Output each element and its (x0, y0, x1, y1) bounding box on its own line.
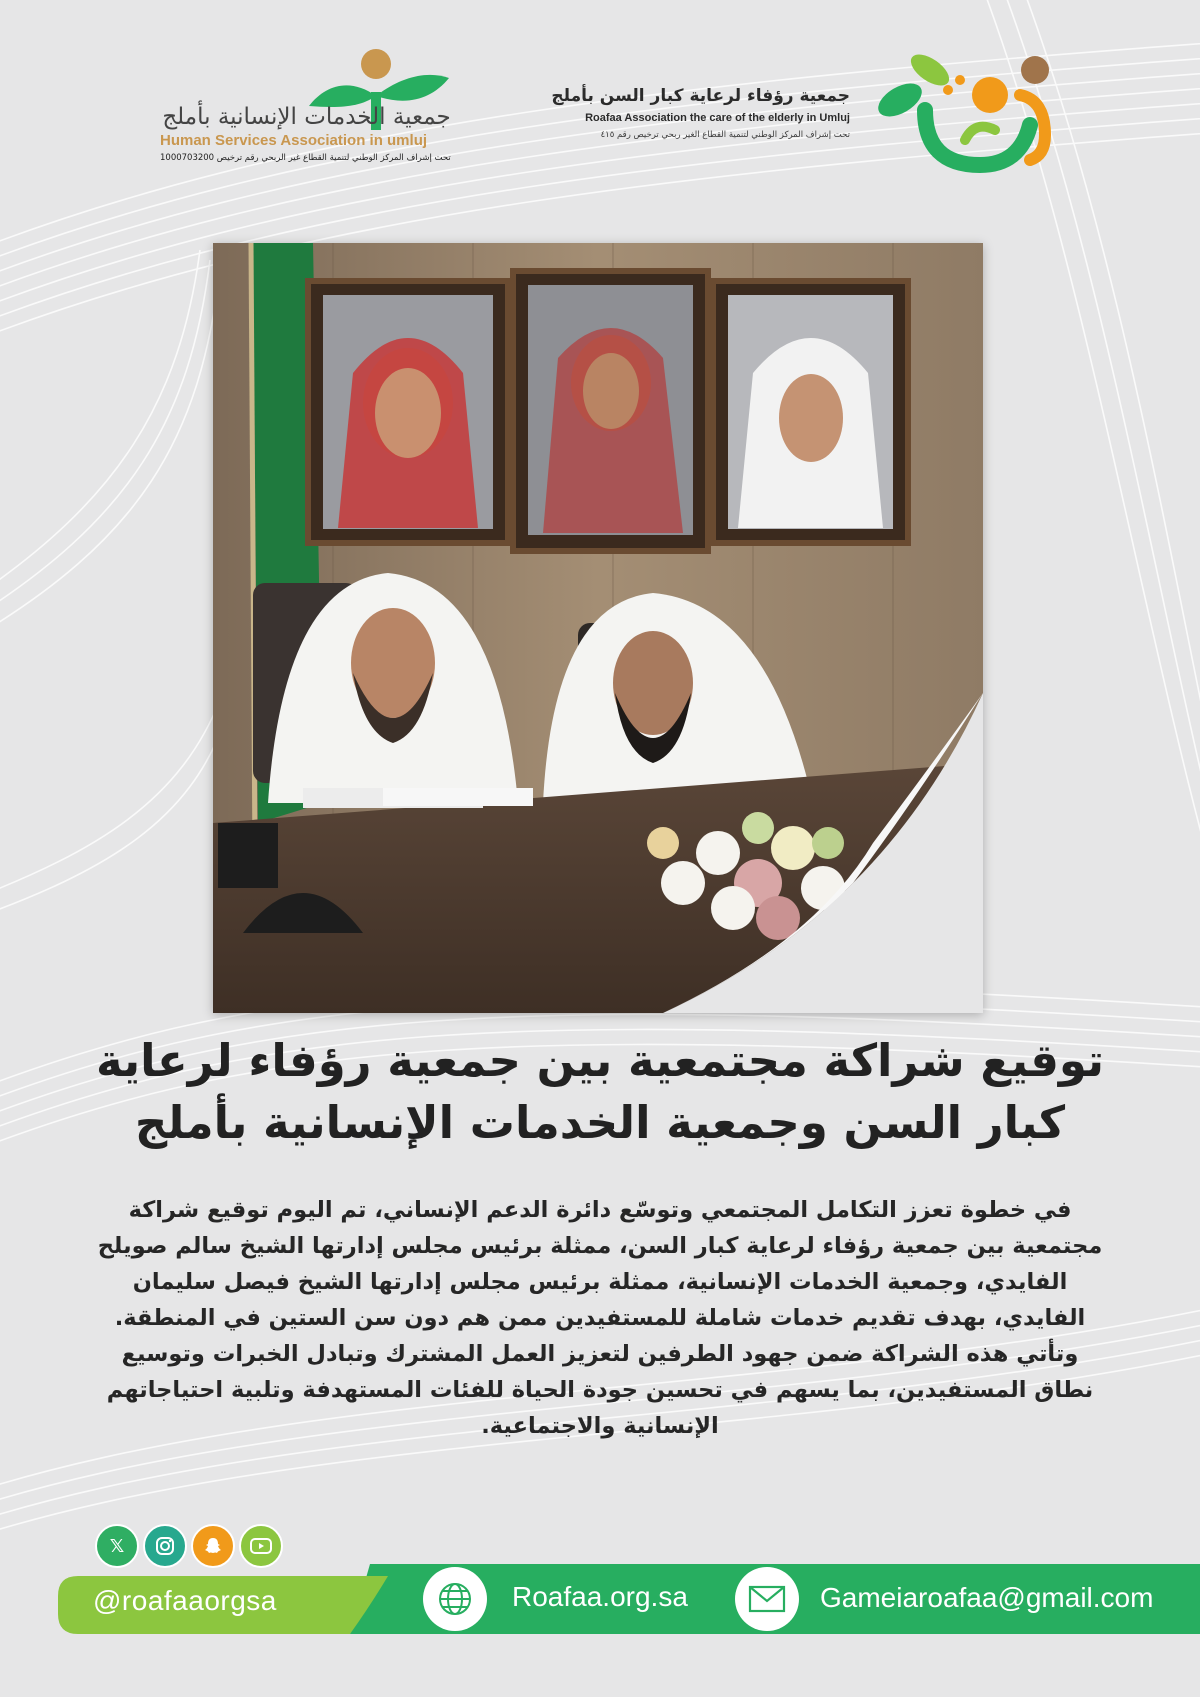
roafaa-license: تحت إشراف المركز الوطني لتنمية القطاع الغير ربحي ترخيص رقم ٤١٥ (600, 129, 850, 140)
globe-icon (423, 1567, 487, 1631)
article-paragraph-1: في خطوة تعزز التكامل المجتمعي وتوسّع دائرة الدعم الإنساني، تم اليوم توقيع شراكة مجتمعية بين جمعية رؤفاء لرعاية كبار السن، ممثلة برئيس مجلس إدارتها الشيخ سالم صويلح الفايدي، وجمعية الخدمات الإنسانية، ممثلة برئيس مجلس إدارتها الشيخ فيصل سليمان الفايدي، بهدف تقديم خدمات شاملة للمستفيدين ممن هم دون سن الستين في المنطقة. (97, 1197, 1103, 1331)
article-paragraph-2: وتأتي هذه الشراكة ضمن جهود الطرفين لتعزيز العمل المشترك وتبادل الخبرات وتوسيع نطاق المستفيدين، بما يسهم في تحسين جودة الحياة للفئات المستهدفة وتلبية احتياجاتهم الإنسانية والاجتماعية. (106, 1341, 1094, 1439)
roafaa-logo-block (551, 40, 1060, 185)
x-icon[interactable]: 𝕏 (95, 1524, 139, 1568)
social-handle[interactable]: @roafaaorgsa (93, 1585, 277, 1616)
headline (60, 1030, 1140, 1154)
email-link[interactable]: Gameiaroafaa@gmail.com (820, 1582, 1154, 1613)
photo-illustration (213, 243, 983, 1013)
roafaa-name-ar: جمعية رؤفاء لرعاية كبار السن بأملج (551, 85, 850, 106)
roafaa-logo (870, 40, 1060, 185)
human-services-name-en: Human Services Association in umluj (160, 132, 428, 149)
human-services-name-ar: جمعية الخدمات الإنسانية بأملج (162, 104, 451, 130)
signing-ceremony-photo (213, 243, 983, 1013)
roafaa-name-en: Roafaa Association the care of the elderly in Umluj (585, 111, 850, 124)
human-services-logo-block (160, 48, 451, 163)
human-services-license: تحت إشراف المركز الوطني لتنمية القطاع غير الربحي رقم ترخيص 1000703200 (160, 153, 451, 163)
article-body (90, 1192, 1110, 1444)
headline-line-2: كبار السن وجمعية الخدمات الإنسانية بأملج (134, 1096, 1066, 1149)
mail-icon (735, 1567, 799, 1631)
website-link[interactable]: Roafaa.org.sa (512, 1581, 688, 1612)
headline-line-1: توقيع شراكة مجتمعية بين جمعية رؤفاء لرعاية (95, 1034, 1105, 1087)
